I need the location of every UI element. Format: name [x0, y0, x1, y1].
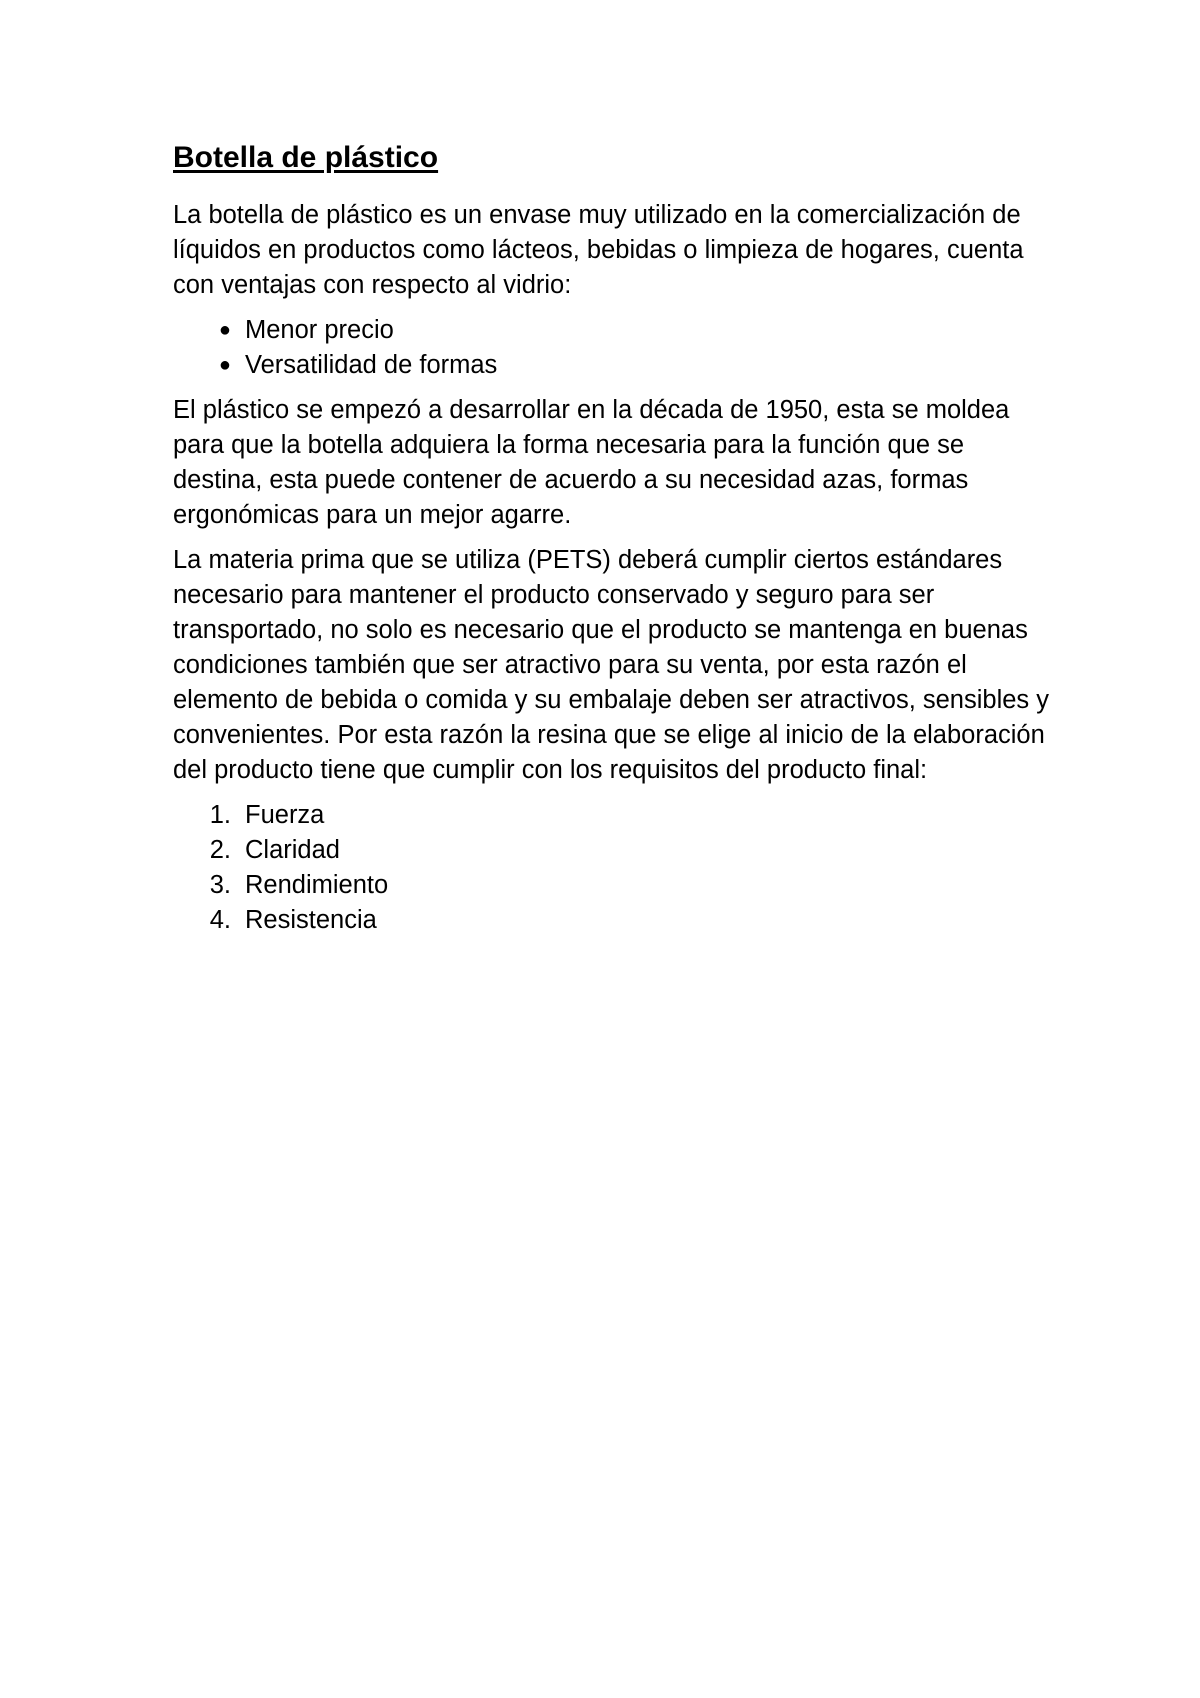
- list-item: [173, 903, 1053, 938]
- intro-paragraph: La botella de plástico es un envase muy utilizado en la comercialización de líquidos en productos como lácteos, bebidas o limpieza de hogares, cuenta con ventajas con respecto al vidrio:: [173, 201, 1024, 299]
- materials-paragraph: La materia prima que se utiliza (PETS) deberá cumplir ciertos estándares necesario para mantener el producto conservado y seguro para ser transportado, no solo es necesario que el producto se mantenga en buenas condiciones también que ser atractivo para su venta, por esta razón el elemento de bebida o comida y su embalaje deben ser atractivos, sensibles y convenientes. Por esta razón la resina que se elige al inicio de la elaboración del producto tiene que cumplir con los requisitos del producto final:: [173, 546, 1050, 784]
- list-number: 2.: [209, 836, 231, 864]
- list-item-text: Versatilidad de formas: [245, 351, 498, 379]
- document-title: Botella de plástico: [173, 141, 439, 174]
- list-number: 4.: [209, 906, 231, 934]
- bullet-icon: ●: [218, 319, 231, 341]
- list-number: 3.: [209, 871, 231, 899]
- document-body: [173, 140, 1053, 948]
- history-paragraph: El plástico se empezó a desarrollar en la década de 1950, esta se moldea para que la botella adquiera la forma necesaria para la función que se destina, esta puede contener de acuerdo a su necesidad azas, formas ergonómicas para un mejor agarre.: [173, 396, 1010, 529]
- advantages-list: [173, 313, 1053, 383]
- list-item-text: Fuerza: [245, 801, 325, 829]
- list-item: [173, 833, 1053, 868]
- list-item-text: Resistencia: [245, 906, 377, 934]
- list-item-text: Menor precio: [245, 316, 394, 344]
- requirements-list: [173, 798, 1053, 938]
- list-item: [173, 348, 1053, 383]
- list-item-text: Rendimiento: [245, 871, 389, 899]
- list-item: [173, 798, 1053, 833]
- list-item-text: Claridad: [245, 836, 340, 864]
- list-item: [173, 868, 1053, 903]
- bullet-icon: ●: [218, 354, 231, 376]
- list-item: [173, 313, 1053, 348]
- list-number: 1.: [209, 801, 231, 829]
